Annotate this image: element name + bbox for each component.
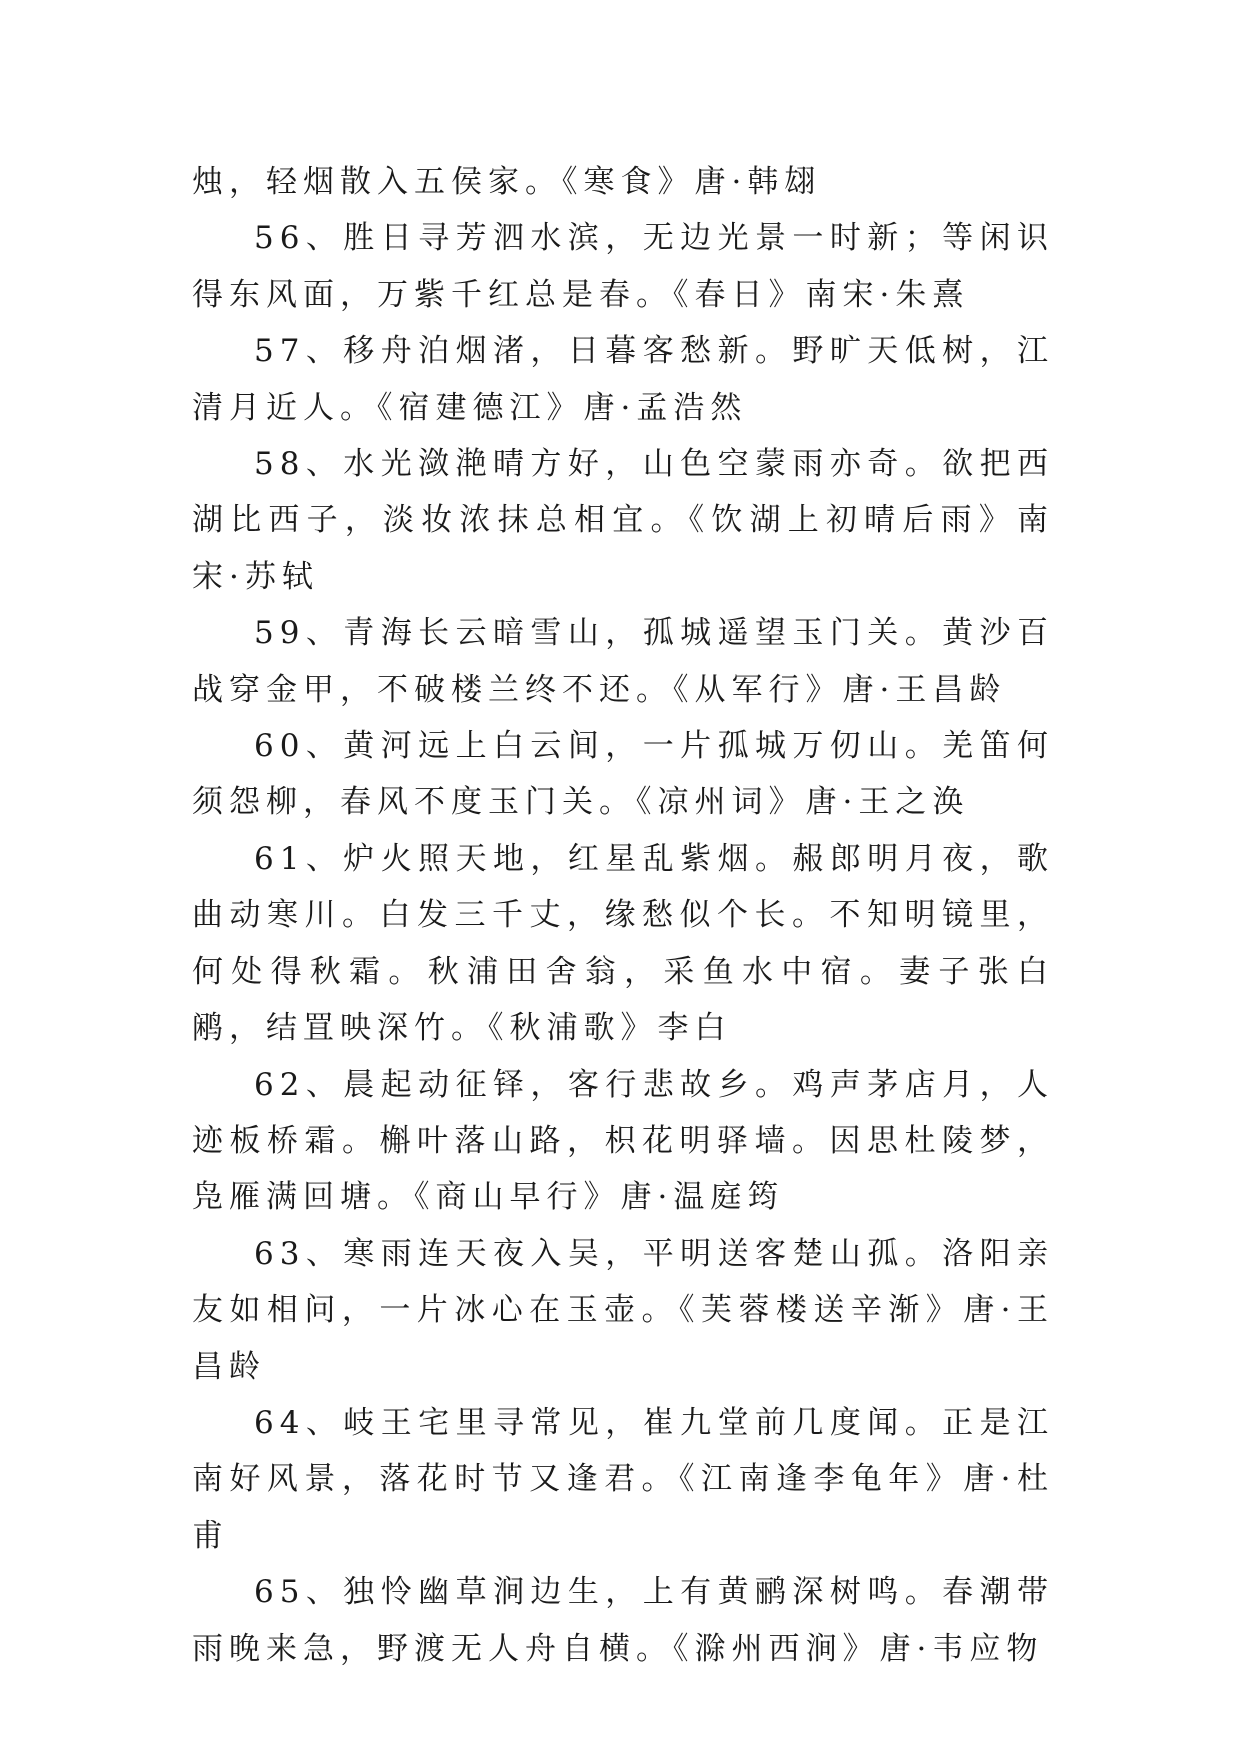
poem-paragraph: 65、独怜幽草涧边生，上有黄鹂深树鸣。春潮带雨晚来急，野渡无人舟自横。《滁州西涧》唐·韦应物	[192, 1574, 1054, 1667]
poem-paragraph: 59、青海长云暗雪山，孤城遥望玉门关。黄沙百战穿金甲，不破楼兰终不还。《从军行》唐·王昌龄	[192, 615, 1054, 708]
poem-paragraph: 60、黄河远上白云间，一片孤城万仞山。羌笛何须怨柳，春风不度玉门关。《凉州词》唐·王之涣	[192, 728, 1054, 821]
poem-paragraph: 烛，轻烟散入五侯家。《寒食》唐·韩翃	[192, 164, 822, 200]
poem-paragraph: 63、寒雨连天夜入吴，平明送客楚山孤。洛阳亲友如相问，一片冰心在玉壶。《芙蓉楼送辛渐》唐·王昌龄	[192, 1235, 1054, 1385]
poem-list	[192, 154, 1054, 1677]
poem-paragraph: 56、胜日寻芳泗水滨，无边光景一时新；等闲识得东风面，万紫千红总是春。《春日》南宋·朱熹	[192, 220, 1054, 313]
poem-paragraph: 62、晨起动征铎，客行悲故乡。鸡声茅店月，人迹板桥霜。槲叶落山路，枳花明驿墙。因思杜陵梦，凫雁满回塘。《商山早行》唐·温庭筠	[192, 1066, 1054, 1216]
poem-paragraph: 58、水光潋滟晴方好，山色空蒙雨亦奇。欲把西湖比西子，淡妆浓抹总相宜。《饮湖上初晴后雨》南宋·苏轼	[192, 446, 1054, 595]
poem-paragraph: 61、炉火照天地，红星乱紫烟。赧郎明月夜，歌曲动寒川。白发三千丈，缘愁似个长。不知明镜里，何处得秋霜。秋浦田舍翁，采鱼水中宿。妻子张白鹇，结罝映深竹。《秋浦歌》李白	[192, 840, 1054, 1047]
poem-paragraph: 57、移舟泊烟渚，日暮客愁新。野旷天低树，江清月近人。《宿建德江》唐·孟浩然	[192, 333, 1054, 426]
poem-paragraph: 64、岐王宅里寻常见，崔九堂前几度闻。正是江南好风景，落花时节又逢君。《江南逢李龟年》唐·杜甫	[192, 1404, 1054, 1554]
